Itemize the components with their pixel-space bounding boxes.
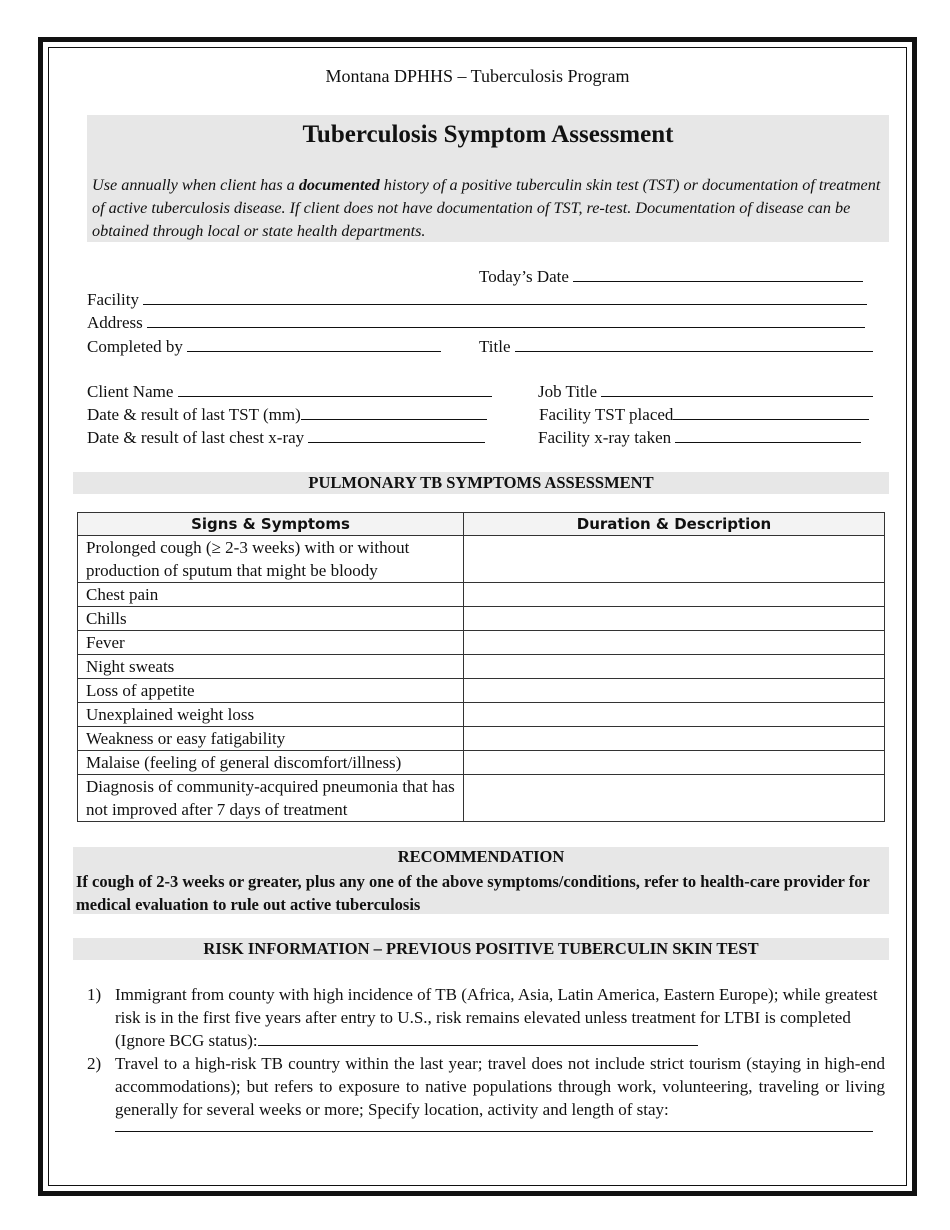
duration-cell[interactable] [464, 536, 885, 583]
client-name-field[interactable] [87, 381, 492, 402]
duration-cell[interactable] [464, 751, 885, 775]
symptom-cell: Weakness or easy fatigability [78, 727, 464, 751]
job-title-label: Job Title [538, 382, 598, 401]
program-header: Montana DPHHS – Tuberculosis Program [325, 66, 630, 86]
last-xray-field[interactable] [87, 427, 485, 448]
completed-by-line[interactable] [187, 336, 441, 352]
address-line[interactable] [147, 312, 865, 328]
facility-xray-line[interactable] [675, 427, 861, 443]
table-row [78, 536, 885, 583]
facility-tst-field[interactable] [539, 404, 869, 425]
address-field[interactable] [87, 312, 865, 333]
document-title: Tuberculosis Symptom Assessment [302, 121, 674, 148]
title-line[interactable] [515, 336, 873, 352]
last-tst-field[interactable] [87, 404, 487, 425]
symptom-cell: Night sweats [78, 655, 464, 679]
risk-item-2-text: Travel to a high-risk TB country within the last year; travel does not include strict tourism (staying in high-end accommodations); but refers to exposure to native populations through work, volunteering, traveling or living generally for several weeks or more; Specify location, activity and length of stay: [115, 1054, 885, 1119]
symptom-cell: Chills [78, 607, 464, 631]
instructions [92, 174, 882, 243]
todays-date-field[interactable] [479, 266, 863, 287]
symptom-cell: Prolonged cough (≥ 2-3 weeks) with or without production of sputum that might be bloody [78, 536, 464, 583]
job-title-line[interactable] [601, 381, 873, 397]
table-row [78, 583, 885, 607]
facility-xray-label: Facility x-ray taken [538, 428, 672, 447]
duration-cell[interactable] [464, 775, 885, 822]
risk-item-2 [87, 1052, 887, 1152]
table-row [78, 655, 885, 679]
col-signs-header: Signs & Symptoms [78, 513, 464, 536]
page-border-inner [48, 47, 907, 1186]
risk-item-1 [87, 983, 887, 1053]
facility-label: Facility [87, 290, 139, 309]
symptom-cell: Chest pain [78, 583, 464, 607]
table-row [78, 751, 885, 775]
col-duration-header: Duration & Description [464, 513, 885, 536]
instructions-part1: Use annually when client has a [92, 176, 299, 194]
last-tst-label: Date & result of last TST (mm) [87, 405, 301, 424]
pulmonary-heading: PULMONARY TB SYMPTOMS ASSESSMENT [73, 472, 889, 494]
job-title-field[interactable] [538, 381, 873, 402]
table-row [78, 607, 885, 631]
risk-heading: RISK INFORMATION – PREVIOUS POSITIVE TUBERCULIN SKIN TEST [73, 938, 889, 960]
instructions-emphasis: documented [298, 176, 380, 194]
symptom-cell: Loss of appetite [78, 679, 464, 703]
last-xray-label: Date & result of last chest x-ray [87, 428, 305, 447]
facility-tst-line[interactable] [673, 404, 869, 420]
table-row [78, 679, 885, 703]
risk-item-2-line[interactable] [115, 1116, 873, 1132]
last-xray-line[interactable] [308, 427, 485, 443]
duration-cell[interactable] [464, 703, 885, 727]
facility-field[interactable] [87, 289, 867, 310]
risk-item-1-text [115, 983, 885, 1052]
title-field[interactable] [479, 336, 873, 357]
instructions-part2: history of a positive tuberculin skin test (TST) or documentation of treatment of active tuberculosis disease. If client does not have documentation of TST, re-test. Documentation of disease can be obtained through local or state health departments. [92, 176, 881, 240]
duration-cell[interactable] [464, 607, 885, 631]
client-name-line[interactable] [178, 381, 492, 397]
table-row [78, 727, 885, 751]
todays-date-line[interactable] [573, 266, 863, 282]
todays-date-label: Today’s Date [479, 267, 569, 286]
recommendation-heading: RECOMMENDATION [397, 847, 565, 866]
last-tst-line[interactable] [301, 404, 487, 420]
address-label: Address [87, 313, 143, 332]
facility-xray-field[interactable] [538, 427, 861, 448]
duration-cell[interactable] [464, 727, 885, 751]
title-label: Title [479, 337, 511, 356]
header-box [87, 115, 889, 242]
duration-cell[interactable] [464, 583, 885, 607]
completed-by-field[interactable] [87, 336, 441, 357]
table-row [78, 775, 885, 822]
facility-line[interactable] [143, 289, 867, 305]
symptom-cell: Unexplained weight loss [78, 703, 464, 727]
recommendation-box [73, 847, 889, 914]
symptom-cell: Diagnosis of community-acquired pneumonia that has not improved after 7 days of treatment [78, 775, 464, 822]
client-name-label: Client Name [87, 382, 174, 401]
page-border-outer [38, 37, 917, 1196]
duration-cell[interactable] [464, 679, 885, 703]
risk-item-2-number: 2) [87, 1054, 102, 1073]
symptoms-header-row [78, 513, 885, 536]
table-row [78, 703, 885, 727]
table-row [78, 631, 885, 655]
symptom-cell: Fever [78, 631, 464, 655]
duration-cell[interactable] [464, 655, 885, 679]
facility-tst-label: Facility TST placed [539, 405, 674, 424]
risk-item-1-body: Immigrant from county with high incidence of TB (Africa, Asia, Latin America, Eastern Europe); while greatest risk is in the first five years after entry to U.S., risk remains elevated unless treatment for LTBI is completed (Ignore BCG status): [115, 985, 878, 1050]
risk-item-1-number: 1) [87, 985, 102, 1004]
completed-by-label: Completed by [87, 337, 183, 356]
symptom-cell: Malaise (feeling of general discomfort/illness) [78, 751, 464, 775]
risk-item-1-line[interactable] [258, 1030, 698, 1046]
recommendation-text: If cough of 2-3 weeks or greater, plus any one of the above symptoms/conditions, refer to health-care provider for medical evaluation to rule out active tuberculosis [76, 872, 870, 914]
duration-cell[interactable] [464, 631, 885, 655]
symptoms-table [77, 512, 885, 822]
